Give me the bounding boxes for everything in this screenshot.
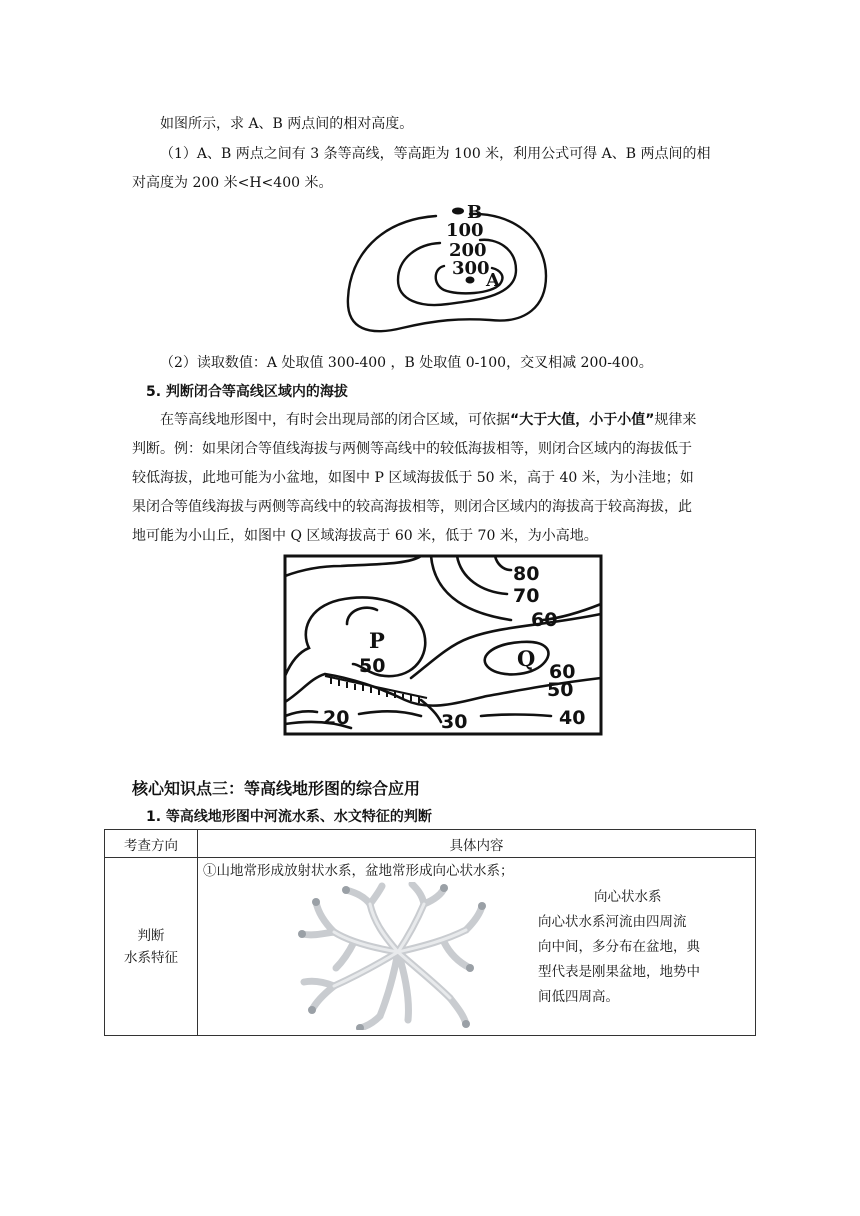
point-b-dot xyxy=(452,208,464,215)
feature-table xyxy=(104,829,756,1036)
label-p: P xyxy=(369,628,385,653)
label-200: 200 xyxy=(449,240,487,261)
caption-title: 向心状水系 xyxy=(594,889,662,905)
table-row xyxy=(105,858,756,1036)
step1-line1: （1）A、B 两点之间有 3 条等高线，等高距为 100 米，利用公式可得 A、B 两点间的相 xyxy=(160,146,711,162)
caption-line: 向心状水系河流由四周流 xyxy=(538,914,687,930)
sub1-title: 1. 等高线地形图中河流水系、水文特征的判断 xyxy=(146,809,432,825)
section5-line2: 判断。例：如果闭合等值线海拔与两侧等高线中的较低海拔相等，则闭合区域内的海拔低于 xyxy=(132,441,692,457)
row-label-line2: 水系特征 xyxy=(124,949,178,966)
section5-line1: 在等高线地形图中，有时会出现局部的闭合区域，可依据“大于大值，小于小值”规律来 xyxy=(160,412,697,428)
label-q: Q xyxy=(517,646,536,671)
row-label-cell xyxy=(105,858,198,1036)
table-header-row xyxy=(105,830,756,858)
row-content-cell xyxy=(198,858,756,1036)
label-100: 100 xyxy=(446,220,484,241)
intro-text: 如图所示，求 A、B 两点间的相对高度。 xyxy=(160,116,414,132)
label-60-right: 60 xyxy=(549,661,576,683)
section5-line4: 果闭合等值线海拔与两侧等高线中的较高海拔相等，则闭合区域内的海拔高于较高海拔，此 xyxy=(132,499,692,515)
label-50-right: 50 xyxy=(547,679,574,701)
caption-line: 向中间，多分布在盆地，典 xyxy=(538,939,700,955)
centripetal-drainage-image xyxy=(294,882,490,1030)
contour-figure-pq xyxy=(281,552,607,740)
section5-line3: 较低海拔，此地可能为小盆地，如图中 P 区域海拔低于 50 米，高于 40 米，为小洼地；如 xyxy=(132,470,694,486)
contour-figure-ab xyxy=(340,196,552,338)
caption-block xyxy=(538,885,700,1010)
header-content: 具体内容 xyxy=(198,830,756,858)
core3-title: 核心知识点三：等高线地形图的综合应用 xyxy=(132,779,421,798)
header-direction: 考查方向 xyxy=(105,830,198,858)
section5-title: 5. 判断闭合等高线区域内的海拔 xyxy=(146,384,348,400)
label-30: 30 xyxy=(441,711,468,733)
step1-line2: 对高度为 200 米<H<400 米。 xyxy=(132,175,333,191)
label-50-left: 50 xyxy=(359,655,386,677)
caption-line: 型代表是刚果盆地，地势中 xyxy=(538,964,700,980)
row-label-line1: 判断 xyxy=(137,927,165,944)
label-80: 80 xyxy=(513,563,540,585)
section5-line5: 地可能为小山丘，如图中 Q 区域海拔高于 60 米，低于 70 米，为小高地。 xyxy=(132,528,598,544)
label-300: 300 xyxy=(452,258,490,279)
label-a: A xyxy=(486,270,500,291)
label-60-top: 60 xyxy=(531,609,558,631)
label-70: 70 xyxy=(513,585,540,607)
caption-line: 间低四周高。 xyxy=(538,989,619,1005)
content-line: ①山地常形成放射状水系，盆地常形成向心状水系； xyxy=(203,863,514,879)
label-b: B xyxy=(467,202,483,223)
label-40: 40 xyxy=(559,707,586,729)
label-20: 20 xyxy=(323,707,350,729)
step2-text: （2）读取数值：A 处取值 300-400 ，B 处取值 0-100，交叉相减 200-400。 xyxy=(160,355,653,371)
